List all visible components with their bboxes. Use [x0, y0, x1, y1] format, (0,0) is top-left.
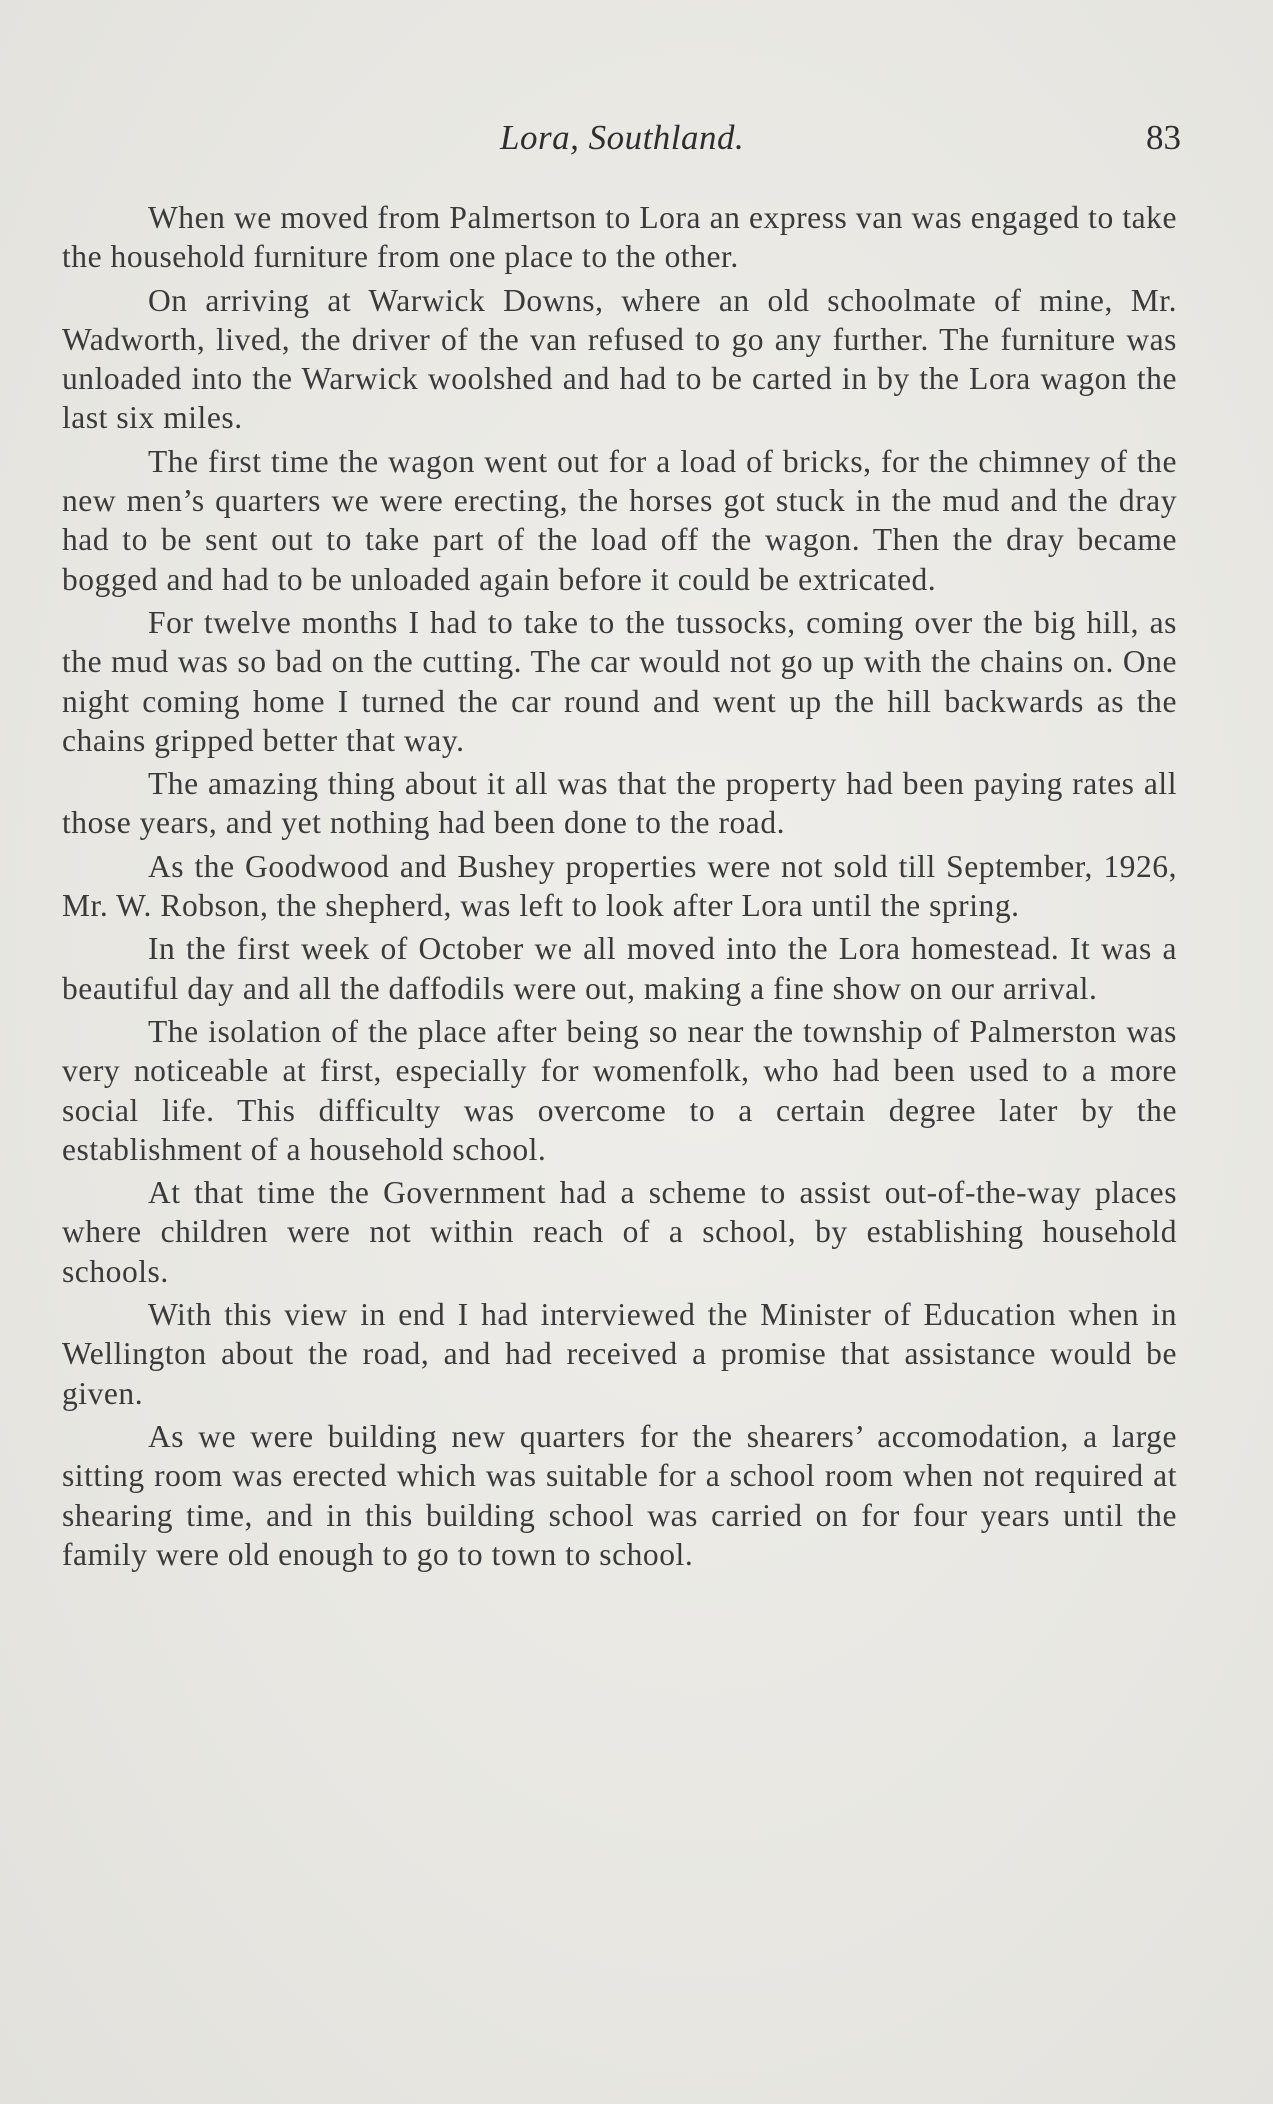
paragraph: With this view in end I had interviewed the Minister of Education when in Wellington about the road, and had received a promise that assistance would be given. — [62, 1297, 1177, 1411]
running-title: Lora, Southland. — [500, 118, 745, 157]
page-header — [0, 118, 1273, 168]
paragraph: When we moved from Palmertson to Lora an express van was engaged to take the household furniture from one place to the other. — [62, 200, 1177, 275]
body-text — [62, 198, 1177, 1578]
paragraph: For twelve months I had to take to the tussocks, coming over the big hill, as the mud was so bad on the cutting. The car would not go up with the chains on. One night coming home I turned the car round and went up the hill backwards as the chains gripped better that way. — [62, 604, 1177, 758]
paragraph: The amazing thing about it all was that the property had been paying rates all those years, and yet nothing had been done to the road. — [62, 766, 1177, 841]
paragraph: In the first week of October we all moved into the Lora homestead. It was a beautiful day and all the daffodils were out, making a fine show on our arrival. — [62, 931, 1177, 1006]
paragraph: As we were building new quarters for the shearers’ accomodation, a large sitting room was erected which was suitable for a school room when not required at shearing time, and in this building school was carried on for four years until the family were old enough to go to town to school. — [62, 1418, 1177, 1572]
paragraph: The first time the wagon went out for a load of bricks, for the chimney of the new men’s quarters we were erecting, the horses got stuck in the mud and the dray had to be sent out to take part of the load off the wagon. Then the dray became bogged and had to be unloaded again before it could be extricated. — [62, 443, 1177, 597]
paragraph: The isolation of the place after being so near the township of Palmerston was very noticeable at first, especially for womenfolk, who had been used to a more social life. This difficulty was overcome to a certain degree later by the establishment of a household school. — [62, 1013, 1177, 1167]
paragraph: As the Goodwood and Bushey properties were not sold till September, 1926, Mr. W. Robson, the shepherd, was left to look after Lora until the spring. — [62, 848, 1177, 924]
page-number: 83 — [1146, 118, 1181, 157]
paragraph: At that time the Government had a scheme to assist out-of-the-way places where children were not within reach of a school, by establishing household schools. — [62, 1175, 1177, 1289]
paragraph: On arriving at Warwick Downs, where an old schoolmate of mine, Mr. Wadworth, lived, the driver of the van refused to go any further. The furniture was unloaded into the Warwick woolshed and had to be carted in by the Lora wagon the last six miles. — [62, 282, 1177, 436]
